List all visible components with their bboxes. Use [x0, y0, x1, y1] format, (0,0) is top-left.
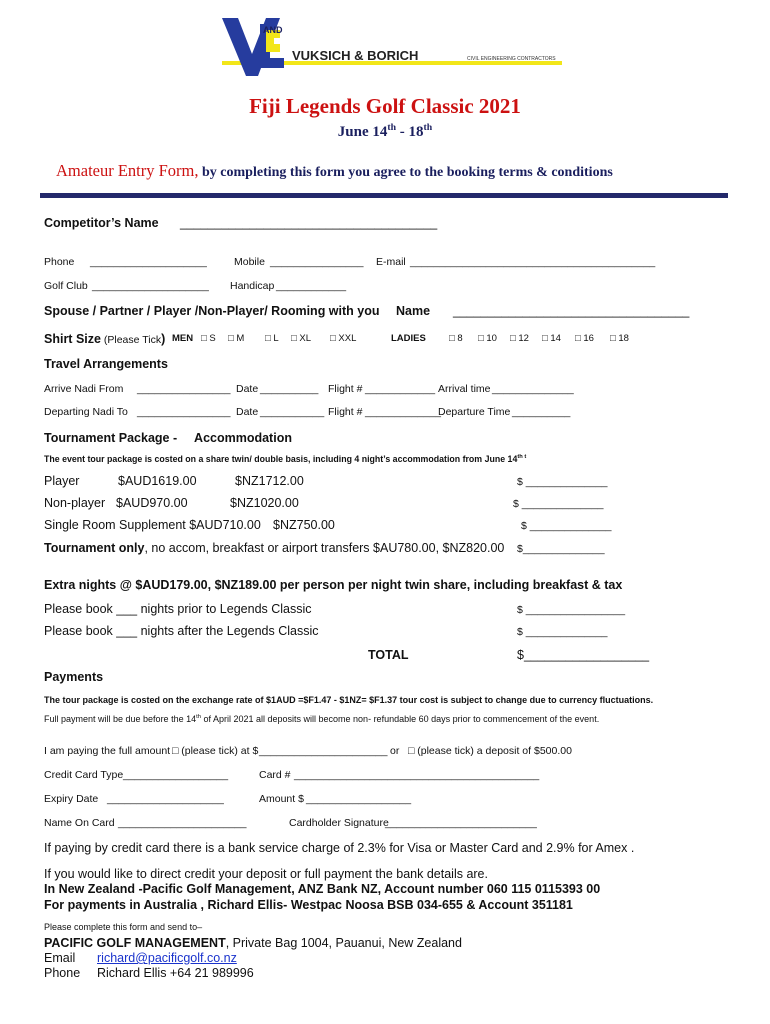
men-size-l[interactable]: □ L — [265, 333, 279, 344]
package-note-text: The event tour package is costed on a share twin/ double basis, including 4 night’s accommodation from June 14 — [44, 454, 518, 464]
men-size-s[interactable]: □ S — [201, 333, 216, 344]
or-label: or — [390, 745, 400, 757]
logo-tagline: CIVIL ENGINEERING CONTRACTORS — [467, 56, 556, 62]
checkbox-icon: □ — [575, 333, 581, 344]
ladies-size-10[interactable]: □ 10 — [478, 333, 497, 344]
handicap-label: Handicap — [230, 280, 275, 292]
extra-nights-heading: Extra nights @ $AUD179.00, $NZ189.00 per person per night twin share, including breakfast & tax — [44, 578, 623, 592]
nz-bank-details: In New Zealand -Pacific Golf Management, ANZ Bank NZ, Account number 060 115 0115393 00 — [44, 882, 601, 896]
competitor-name-label: Competitor’s Name — [44, 216, 159, 230]
organisation-address-text: , Private Bag 1004, Pauanui, New Zealand — [225, 936, 462, 950]
phone-field[interactable]: ____________________ — [90, 256, 207, 268]
mobile-field[interactable]: ________________ — [270, 256, 364, 268]
player-aud-price: $AUD1619.00 — [118, 474, 197, 488]
deposit-checkbox[interactable]: □ (please tick) a deposit of $500.00 — [408, 745, 572, 757]
nonplayer-amount-field[interactable]: $ ______________ — [513, 498, 604, 510]
player-amount-field[interactable]: $ ______________ — [517, 476, 608, 488]
card-number-field[interactable]: __________________________________________ — [294, 769, 540, 781]
arrive-date-label: Date — [236, 383, 259, 395]
contact-phone-label: Phone — [44, 966, 81, 980]
dates-start: June 14 — [337, 124, 388, 140]
name-on-card-field[interactable]: ______________________ — [118, 817, 247, 829]
page-title: Fiji Legends Golf Classic 2021 — [249, 94, 521, 118]
paying-full-label: I am paying the full amount — [44, 745, 171, 757]
arrive-flight-label: Flight # — [328, 383, 363, 395]
booking-terms-note: by completing this form you agree to the booking terms & conditions — [198, 165, 613, 180]
shirt-size-hint-close: ) — [161, 332, 166, 346]
expiry-date-field[interactable]: ____________________ — [107, 793, 224, 805]
card-number-label: Card # — [259, 769, 291, 781]
total-amount-field[interactable]: $__________________ — [517, 648, 650, 662]
player-nz-price: $NZ1712.00 — [235, 474, 304, 488]
player-label: Player — [44, 474, 80, 488]
dates-start-suffix: th — [387, 122, 397, 133]
tournament-only-details: , no accom, breakfast or airport transfers $AU780.00, $NZ820.00 — [144, 541, 505, 555]
depart-flight-label: Flight # — [328, 406, 363, 418]
spouse-label: Spouse / Partner / Player /Non-Player/ Rooming with you — [44, 304, 380, 318]
contact-email-link[interactable]: richard@pacificgolf.co.nz — [97, 951, 237, 965]
cardholder-signature-field[interactable]: __________________________ — [385, 817, 537, 829]
arrive-from-label: Arrive Nadi From — [44, 383, 124, 395]
payments-heading: Payments — [44, 670, 104, 684]
package-heading: Tournament Package - Accommodation — [44, 431, 292, 445]
shirt-size-hint: (Please Tick — [100, 334, 162, 346]
checkbox-icon: □ — [510, 333, 516, 344]
departure-time-label: Departure Time — [438, 406, 511, 418]
extra-nights-prior-amount-field[interactable]: $ _________________ — [517, 604, 626, 616]
nonplayer-aud-price: $AUD970.00 — [116, 496, 188, 510]
arrival-time-label: Arrival time — [438, 383, 491, 395]
single-supplement-amount-field[interactable]: $ ______________ — [521, 520, 612, 532]
package-note — [44, 454, 526, 464]
card-type-label: Credit Card Type — [44, 769, 124, 781]
nonplayer-nz-price: $NZ1020.00 — [230, 496, 299, 510]
depart-to-field[interactable]: ________________ — [137, 406, 231, 418]
card-type-field[interactable]: __________________ — [123, 769, 229, 781]
dates-end: - 18 — [396, 124, 424, 140]
organisation-address — [44, 936, 462, 950]
ladies-size-14[interactable]: □ 14 — [542, 333, 561, 344]
checkbox-icon: □ — [610, 333, 616, 344]
expiry-date-label: Expiry Date — [44, 793, 99, 805]
men-size-xl[interactable]: □ XL — [291, 333, 312, 344]
email-field[interactable]: __________________________________________ — [410, 256, 656, 268]
extra-nights-after-amount-field[interactable]: $ ______________ — [517, 626, 608, 638]
shirt-size-title: Shirt Size — [44, 332, 101, 346]
phone-label: Phone — [44, 256, 75, 268]
package-note-suffix: th t — [517, 454, 527, 461]
ladies-label: LADIES — [391, 333, 426, 344]
single-supplement-label: Single Room Supplement $AUD710.00 — [44, 518, 261, 532]
logo-company-name: VUKSICH & BORICH — [292, 48, 419, 63]
amateur-entry-label: Amateur Entry Form, — [56, 161, 199, 180]
extra-nights-after[interactable]: Please book ___ nights after the Legends Classic — [44, 624, 319, 638]
shirt-size-label — [44, 330, 165, 348]
ladies-size-18[interactable]: □ 18 — [610, 333, 629, 344]
checkbox-icon: □ — [265, 333, 271, 344]
ladies-size-8[interactable]: □ 8 — [449, 333, 463, 344]
men-label: MEN — [172, 333, 194, 344]
checkbox-icon: □ — [449, 333, 455, 344]
tournament-only-row — [44, 541, 504, 555]
ladies-size-12[interactable]: □ 12 — [510, 333, 529, 344]
checkbox-icon: □ — [478, 333, 484, 344]
tournament-only-label: Tournament only — [44, 541, 145, 555]
handicap-field[interactable]: ____________ — [276, 280, 347, 292]
tournament-only-amount-field[interactable]: $______________ — [517, 543, 605, 555]
full-amount-field[interactable]: ______________________ — [259, 745, 388, 757]
full-payment-note-b: of April 2021 all deposits will become non- refundable 60 days prior to commencement of the event. — [200, 714, 600, 724]
full-payment-note-a: Full payment will be due before the 14 — [44, 714, 197, 724]
golf-club-field[interactable]: ____________________ — [92, 280, 209, 292]
arrive-date-field[interactable]: __________ — [260, 383, 319, 395]
amount-label: Amount $ — [259, 793, 304, 805]
nonplayer-label: Non-player — [44, 496, 106, 510]
arrive-flight-field[interactable]: ____________ — [365, 383, 436, 395]
competitor-name-field[interactable]: _____________________________________ — [180, 216, 438, 230]
email-label: E-mail — [376, 256, 406, 268]
checkbox-icon: □ — [291, 333, 297, 344]
contact-email-label: Email — [44, 951, 76, 965]
exchange-rate-note: The tour package is costed on the exchange rate of $1AUD =$F1.47 - $1NZ= $F1.37 tour cost is subject to change due to currency fluctuations. — [44, 695, 654, 705]
logo-and: AND — [263, 25, 283, 35]
amount-field[interactable]: __________________ — [306, 793, 412, 805]
spouse-name-field[interactable]: __________________________________ — [453, 304, 690, 318]
total-label: TOTAL — [368, 648, 409, 662]
arrival-time-field[interactable]: ______________ — [492, 383, 574, 395]
direct-credit-note: If you would like to direct credit your deposit or full payment the bank details are. — [44, 867, 488, 881]
men-size-m[interactable]: □ M — [228, 333, 245, 344]
header-divider — [40, 193, 728, 198]
checkbox-icon: □ — [542, 333, 548, 344]
extra-nights-prior[interactable]: Please book ___ nights prior to Legends Classic — [44, 602, 312, 616]
arrive-from-field[interactable]: ________________ — [137, 383, 231, 395]
cardholder-signature-label: Cardholder Signature — [289, 817, 389, 829]
form-subtitle — [56, 161, 613, 181]
single-supplement-nz-price: $NZ750.00 — [273, 518, 335, 532]
depart-to-label: Departing Nadi To — [44, 406, 128, 418]
send-to-note: Please complete this form and send to– — [44, 922, 203, 932]
name-on-card-label: Name On Card — [44, 817, 115, 829]
full-payment-note — [44, 714, 599, 724]
depart-date-field[interactable]: ___________ — [260, 406, 325, 418]
men-size-xxl[interactable]: □ XXL — [330, 333, 357, 344]
full-payment-note-suffix: th — [196, 714, 201, 720]
departure-time-field[interactable]: __________ — [512, 406, 571, 418]
event-dates — [0, 122, 770, 141]
service-charge-note: If paying by credit card there is a bank service charge of 2.3% for Visa or Master Card and 2.9% for Amex . — [44, 841, 635, 855]
depart-date-label: Date — [236, 406, 259, 418]
checkbox-icon: □ — [228, 333, 234, 344]
checkbox-icon: □ — [330, 333, 336, 344]
depart-flight-field[interactable]: _____________ — [365, 406, 441, 418]
mobile-label: Mobile — [234, 256, 265, 268]
full-amount-checkbox[interactable]: □ (please tick) at $ — [172, 745, 259, 757]
spouse-name-label: Name — [396, 304, 431, 318]
checkbox-icon: □ — [201, 333, 207, 344]
dates-end-suffix: th — [423, 122, 433, 133]
contact-phone-value: Richard Ellis +64 21 989996 — [97, 966, 254, 980]
golf-club-label: Golf Club — [44, 280, 88, 292]
travel-heading: Travel Arrangements — [44, 357, 168, 371]
organisation-name: PACIFIC GOLF MANAGEMENT — [44, 936, 226, 950]
ladies-size-16[interactable]: □ 16 — [575, 333, 594, 344]
au-bank-details: For payments in Australia , Richard Ellis- Westpac Noosa BSB 034-655 & Account 351181 — [44, 898, 573, 912]
